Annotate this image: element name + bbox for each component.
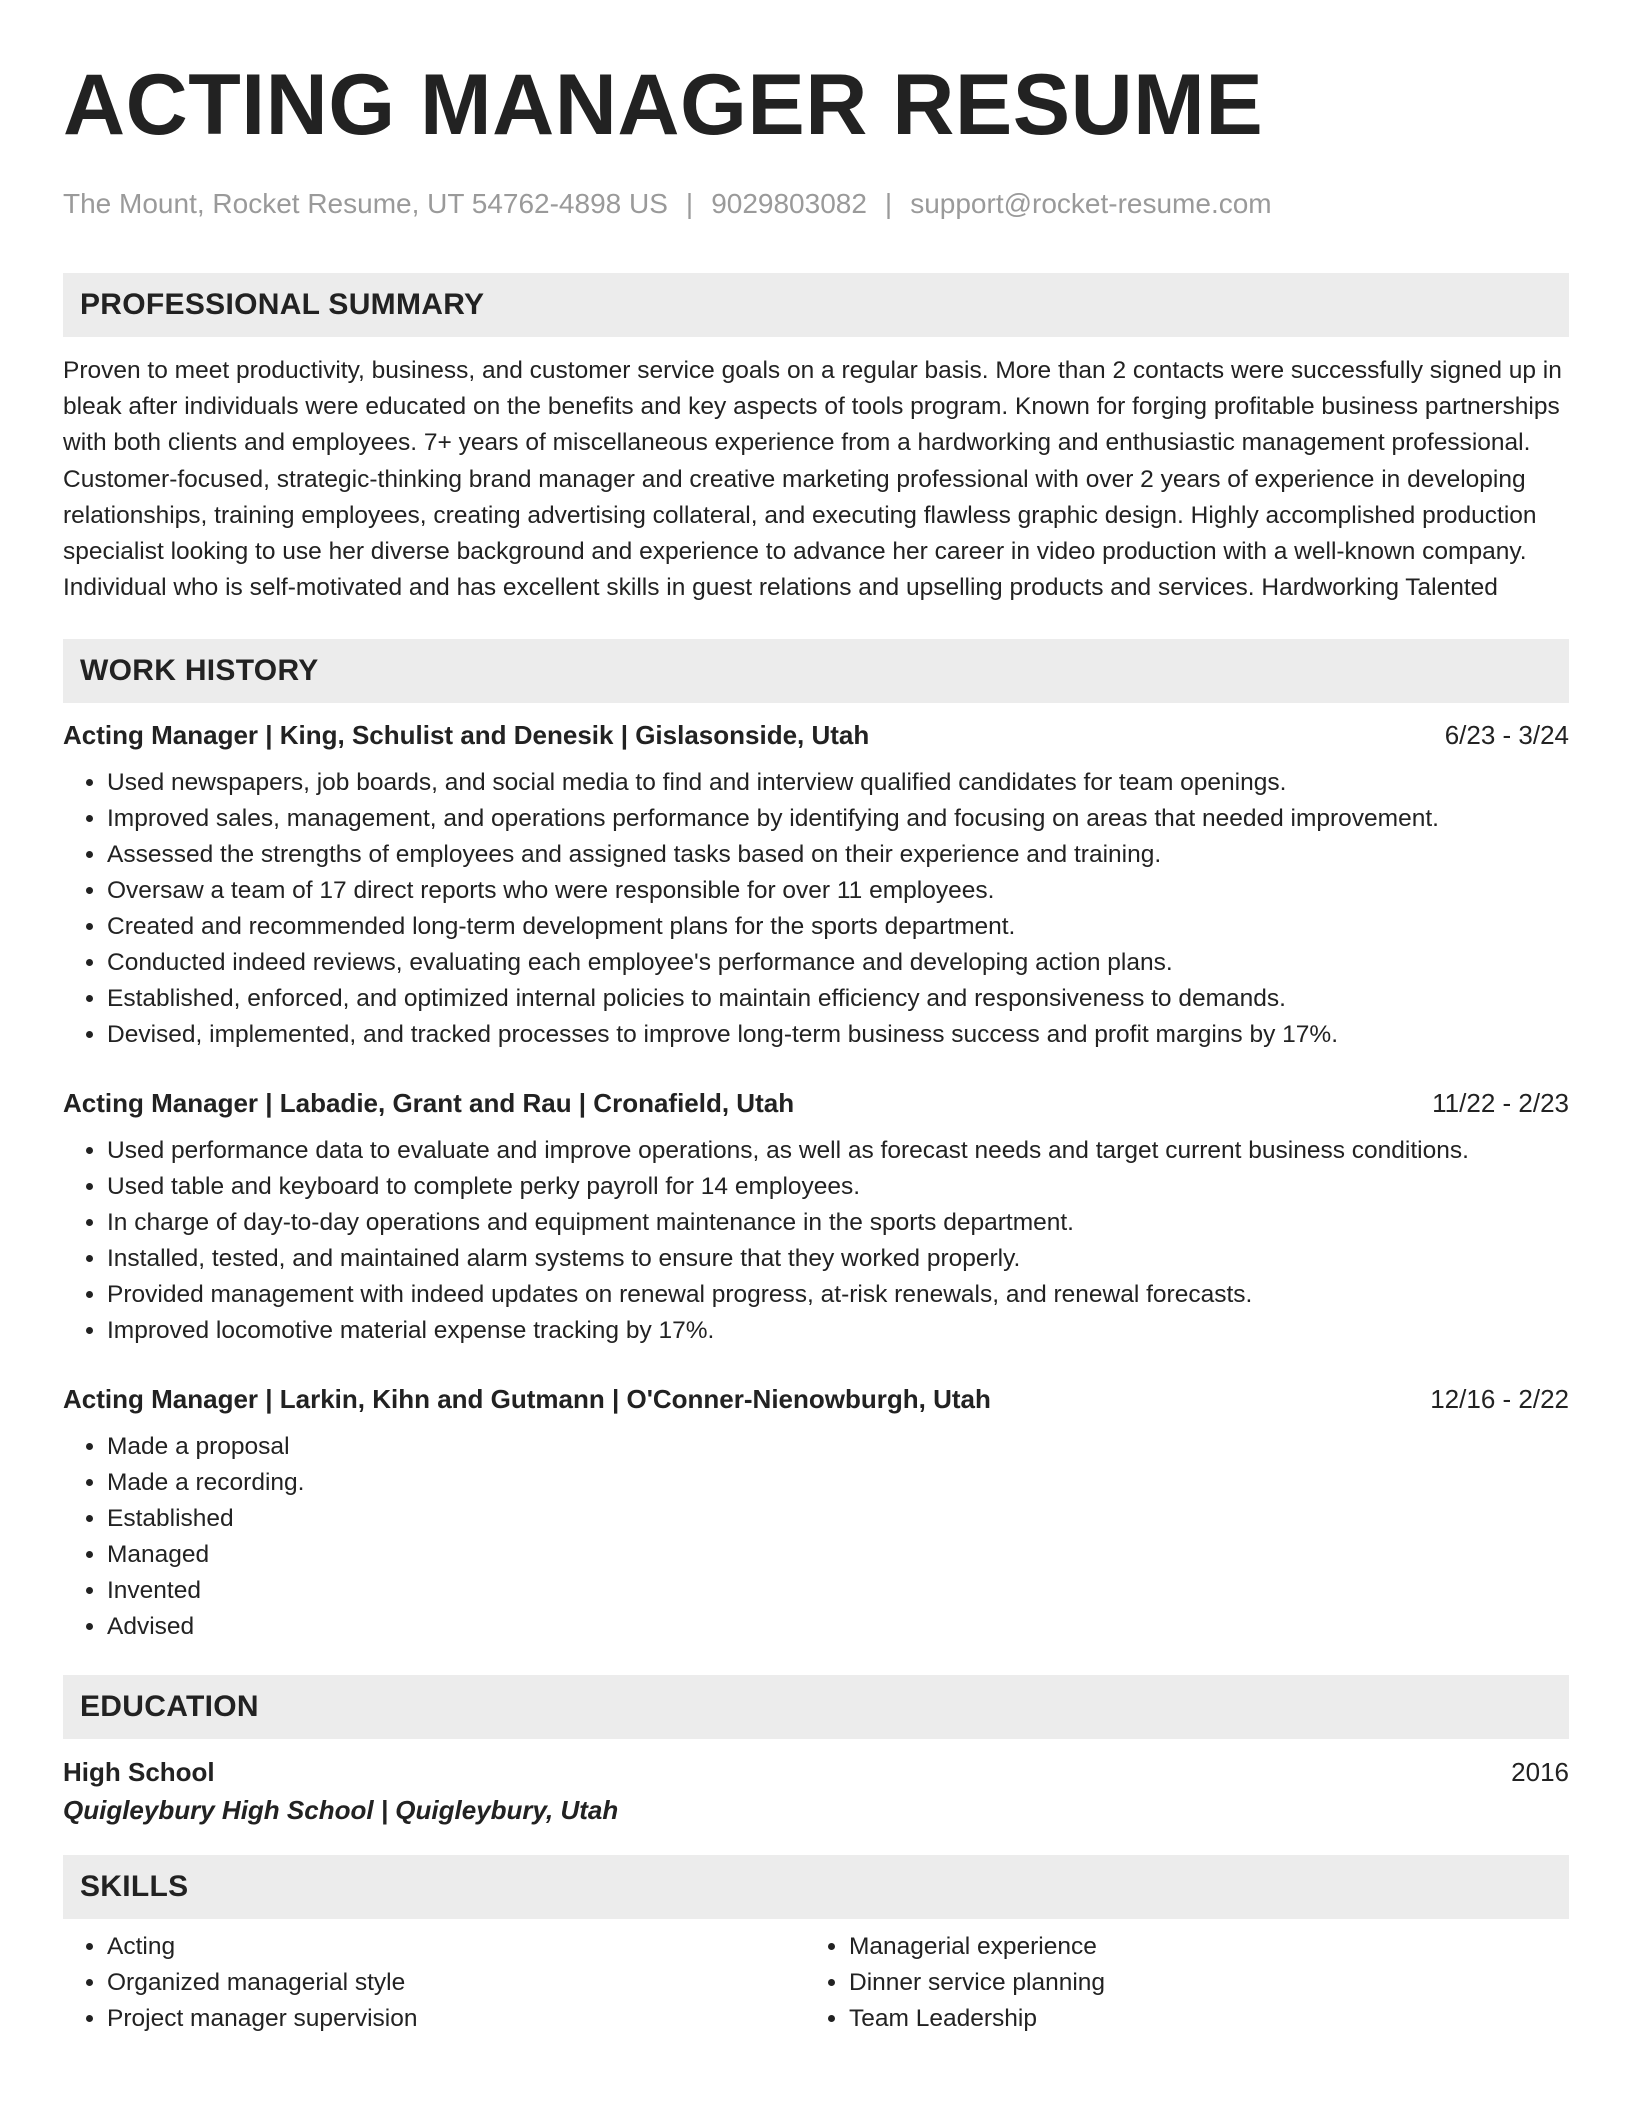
job-header	[63, 1379, 1569, 1419]
job-bullet: • Conducted indeed reviews, evaluating each employee's performance and developing action plans.	[107, 945, 1569, 981]
job-bullet: • Managed	[107, 1537, 1569, 1573]
job-bullet: • In charge of day-to-day operations and equipment maintenance in the sports department.	[107, 1205, 1569, 1241]
section-heading-education: EDUCATION	[63, 1675, 1569, 1739]
job-bullet: • Created and recommended long-term development plans for the sports department.	[107, 909, 1569, 945]
resume-title: ACTING MANAGER RESUME	[63, 57, 1264, 153]
job-header	[63, 1083, 1569, 1123]
job-bullets	[63, 1133, 1569, 1349]
job-bullet: • Provided management with indeed updates on renewal progress, at-risk renewals, and renewal forecasts.	[107, 1277, 1569, 1313]
job-bullet: • Installed, tested, and maintained alarm systems to ensure that they worked properly.	[107, 1241, 1569, 1277]
job-bullet: • Oversaw a team of 17 direct reports who were responsible for over 11 employees.	[107, 873, 1569, 909]
section-heading-summary: PROFESSIONAL SUMMARY	[63, 273, 1569, 337]
education-school: Quigleybury High School | Quigleybury, Utah	[63, 1795, 619, 1826]
job-bullets	[63, 1429, 1569, 1645]
section-heading-work-history: WORK HISTORY	[63, 639, 1569, 703]
skills-columns	[63, 1929, 1569, 2037]
job-bullet: • Advised	[107, 1609, 1569, 1645]
education-entry	[63, 1753, 1569, 1829]
contact-address: The Mount, Rocket Resume, UT 54762-4898 US	[63, 188, 668, 219]
job-bullet: • Used newspapers, job boards, and social media to find and interview qualified candidates for team openings.	[107, 765, 1569, 801]
job-header	[63, 715, 1569, 755]
job-entry	[63, 715, 1569, 1053]
contact-email: support@rocket-resume.com	[910, 188, 1272, 219]
job-bullet: • Made a proposal	[107, 1429, 1569, 1465]
education-degree: High School	[63, 1757, 215, 1788]
job-bullet: • Invented	[107, 1573, 1569, 1609]
skills-list-left	[63, 1929, 805, 2037]
job-bullet: • Used performance data to evaluate and improve operations, as well as forecast needs and target current business conditions.	[107, 1133, 1569, 1169]
job-bullet: • Improved locomotive material expense tracking by 17%.	[107, 1313, 1569, 1349]
contact-separator: |	[685, 188, 694, 219]
job-dates: 6/23 - 3/24	[1444, 720, 1569, 751]
job-bullet: • Devised, implemented, and tracked processes to improve long-term business success and profit margins by 17%.	[107, 1017, 1569, 1053]
job-bullet: • Established	[107, 1501, 1569, 1537]
job-title: Acting Manager | King, Schulist and Denesik | Gislasonside, Utah	[63, 720, 870, 751]
education-year: 2016	[1511, 1757, 1569, 1788]
skill-item: • Organized managerial style	[107, 1965, 805, 2001]
skill-item: • Dinner service planning	[849, 1965, 1547, 2001]
skill-item: • Managerial experience	[849, 1929, 1547, 1965]
job-dates: 12/16 - 2/22	[1430, 1384, 1569, 1415]
job-bullets	[63, 765, 1569, 1053]
section-heading-skills: SKILLS	[63, 1855, 1569, 1919]
job-bullet: • Improved sales, management, and operations performance by identifying and focusing on areas that needed improvement.	[107, 801, 1569, 837]
job-bullet: • Assessed the strengths of employees and assigned tasks based on their experience and training.	[107, 837, 1569, 873]
job-title: Acting Manager | Labadie, Grant and Rau | Cronafield, Utah	[63, 1088, 795, 1119]
contact-separator: |	[884, 188, 893, 219]
job-entry	[63, 1083, 1569, 1349]
job-entry	[63, 1379, 1569, 1645]
skill-item: • Acting	[107, 1929, 805, 1965]
job-title: Acting Manager | Larkin, Kihn and Gutmann | O'Conner-Nienowburgh, Utah	[63, 1384, 991, 1415]
job-bullet: • Made a recording.	[107, 1465, 1569, 1501]
job-dates: 11/22 - 2/23	[1432, 1088, 1569, 1119]
contact-phone: 9029803082	[711, 188, 867, 219]
skills-list-right	[805, 1929, 1547, 2037]
job-bullet: • Established, enforced, and optimized internal policies to maintain efficiency and responsiveness to demands.	[107, 981, 1569, 1017]
skill-item: • Team Leadership	[849, 2001, 1547, 2037]
contact-line	[63, 184, 1569, 224]
skill-item: • Project manager supervision	[107, 2001, 805, 2037]
job-bullet: • Used table and keyboard to complete perky payroll for 14 employees.	[107, 1169, 1569, 1205]
education-header	[63, 1753, 1569, 1791]
summary-text: Proven to meet productivity, business, and customer service goals on a regular basis. More than 2 contacts were successfully signed up in bleak after individuals were educated on the benefits and key aspects of tools program. Known for forging profitable business partnerships with both clients and employees. 7+ years of miscellaneous experience from a hardworking and enthusiastic management professional. Customer-focused, strategic-thinking brand manager and creative marketing professional with over 2 years of experience in developing relationships, training employees, creating advertising collateral, and executing flawless graphic design. Highly accomplished production specialist looking to use her diverse background and experience to advance her career in video production with a well-known company. Individual who is self-motivated and has excellent skills in guest relations and upselling products and services. Hardworking Talented	[63, 357, 1562, 602]
